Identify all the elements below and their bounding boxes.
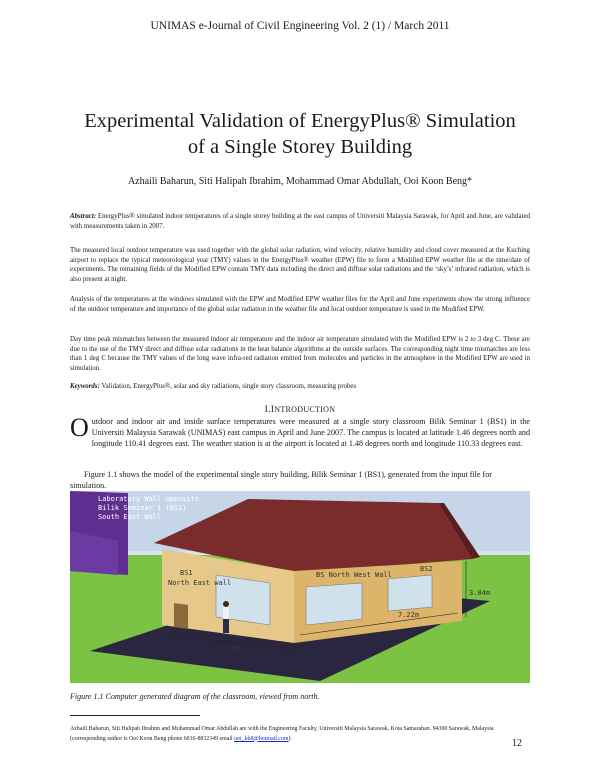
footnote-email-link[interactable]: ooi_kb8@hotmail.com	[234, 735, 289, 742]
keywords	[70, 382, 530, 392]
figure-1-1	[70, 491, 530, 683]
drop-cap: O	[70, 413, 89, 442]
label-width: 7.22m	[398, 611, 420, 619]
page-number: 12	[512, 738, 522, 749]
abstract-paragraph-3: Analysis of the temperatures at the windows simulated with the EPW and Modified EPW weather files for the April and June experiments show the strong influence of the outdoor temperature and importance of the global solar radiation in the weather file and local outdoor temperature is used in the Modified EPW.	[70, 296, 530, 313]
intro-paragraph-1	[70, 413, 530, 449]
label-bs2: BS2	[420, 565, 433, 573]
journal-header: UNIMAS e-Journal of Civil Engineering Vol. 2 (1) / March 2011	[150, 20, 450, 32]
footnote-rule	[70, 715, 200, 716]
label-north-west: BS North West Wall	[316, 571, 392, 579]
person-legs	[223, 619, 229, 633]
footnote-text: Azhaili Baharun, Siti Halipah Ibrahim and Mohammad Omar Abdullah are with the Engineering Faculty, Universiti Malaysia Sarawak, Kota Samarahan. 94300 Sarawak, Malaysia (corresponding author is Ooi Koon Beng phone 6016-8832349 email	[70, 726, 494, 742]
abstract-label: Abstract:	[70, 213, 97, 220]
section-first-letter: I	[270, 405, 275, 415]
building-diagram	[70, 491, 530, 683]
label-lab-line1: Laboratory Wall opposite	[98, 495, 200, 503]
footnote-end: ).	[288, 735, 292, 742]
label-height: 3.04m	[469, 589, 491, 597]
title-line-2: of a Single Storey Building	[187, 136, 413, 158]
label-lab-line2: Bilik Seminar 1 (BS1)	[98, 504, 187, 512]
keywords-label: Keywords:	[70, 383, 100, 390]
intro-paragraph-2: Figure 1.1 shows the model of the experimental single story building, Bilik Seminar 1 (BS1), generated from the input file for simulation.	[70, 470, 492, 490]
person-head	[223, 601, 229, 607]
paper-title	[60, 108, 540, 160]
window-north-west-1	[306, 583, 362, 625]
footnote	[70, 725, 510, 744]
figure-caption: Figure 1.1 Computer generated diagram of the classroom, viewed from north.	[70, 692, 320, 701]
abstract-paragraph-2: The measured local outdoor temperature was used together with the global solar radiation, wind velocity, relative humidity and cloud cover measured at the Kuching airport to replace the typical meteorological year (TMY) values in the EnergyPlus® weather (EPW) file to form a Modified EPW weather file at the time/date of experiments. The remaining fields of the Modified EPW contain TMY data including the direct and diffuse solar radiations and the ‘sky’s’ infrared radiation, which is also present at night.	[70, 247, 530, 283]
section-heading	[0, 405, 600, 415]
window-north-west-2	[388, 575, 432, 611]
label-lab-line3: South East Wall	[98, 513, 162, 521]
title-line-1: Experimental Validation of EnergyPlus® Simulation	[84, 110, 516, 132]
abstract-paragraph-1	[70, 212, 530, 231]
section-title-rest: NTRODUCTION	[274, 405, 336, 414]
abstract-paragraph-4: Day time peak mismatches between the measured indoor air temperature and the indoor air temperature simulated with the Modified EPW is 2 to 3 deg C. These are due to the use of the TMY direct and diffuse solar radiations in the heat balance algorithms at the outside surfaces. The corresponding night time mismatches are less than 1 deg C because the TMY values of the long wave infra-red radiation emitted from molecules and particles in the atmosphere in the Modified EPW are used in simulation.	[70, 336, 530, 372]
label-length: 7.90m	[220, 645, 242, 653]
person-body	[223, 607, 229, 619]
authors: Azhaili Baharun, Siti Halipah Ibrahim, Mohammad Omar Abdullah, Ooi Koon Beng*	[127, 176, 473, 187]
section-numeral: I.	[264, 405, 271, 415]
intro-text-1: utdoor and indoor air and inside surface temperatures were measured at a single story classroom Bilik Seminar 1 (BS1) in the Universiti Malaysia Sarawak (UNIMAS) east campus in April and June 2007. The campus is located at latitude 1.46 degrees north and longitude 110.41 degrees east. The weather station is at the airport is located at 1.48 degrees north and longitude 110.33 degrees east.	[91, 417, 530, 448]
label-north-east: North East wall	[168, 579, 232, 587]
abstract-text-1: EnergyPlus® simulated indoor temperatures of a single storey building at the east campus of Universiti Malaysia Sarawak, for April and June, are validated with measurements taken in 2007.	[70, 213, 530, 230]
keywords-text: Validation, EnergyPlus®, solar and sky radiations, single story classroom, measuring probes	[101, 383, 357, 390]
label-bs1: BS1	[180, 569, 193, 577]
door	[174, 603, 188, 629]
